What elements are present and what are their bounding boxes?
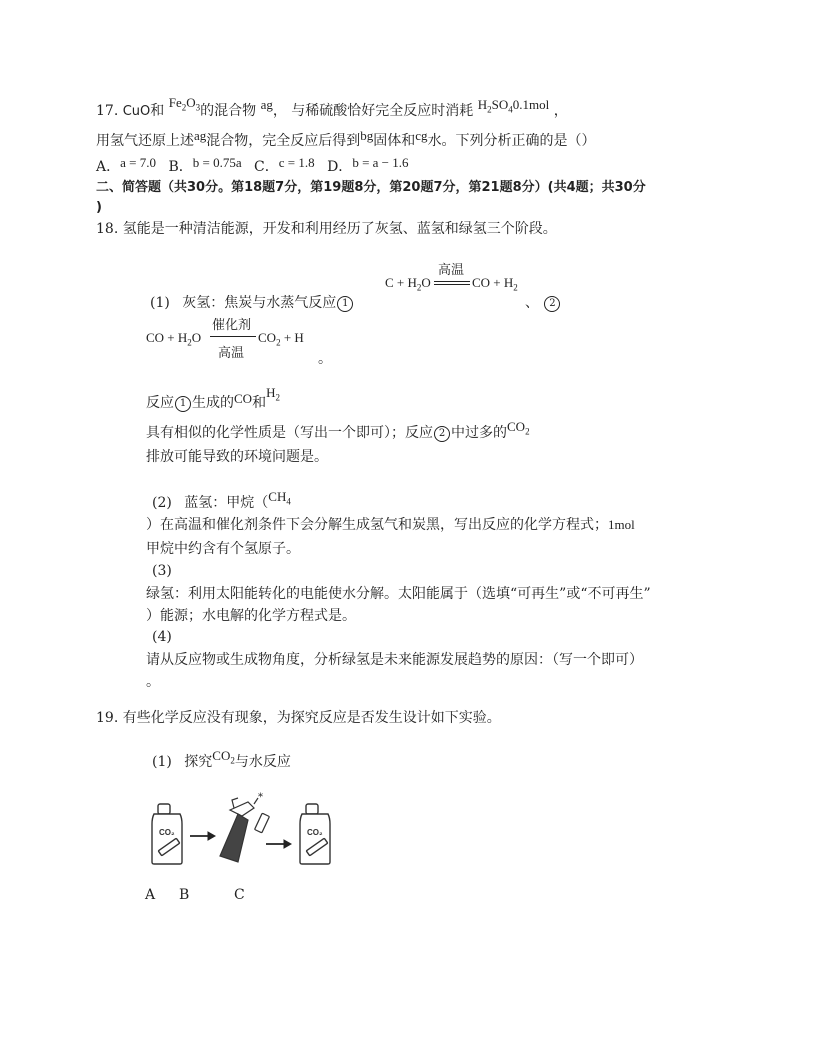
option-a[interactable]: A．a = 7.0 [96,155,156,175]
q18-react-line3: 排放可能导致的环境问题是。 [146,449,328,465]
q18-intro: 18. 氢能是一种清洁能源，开发和利用经历了灰氢、蓝氢和绿氢三个阶段。 [96,221,557,237]
q18-part2-line2: ）在高温和催化剂条件下会分解生成氢气和炭黑，写出反应的化学方程式；1mol [146,517,635,533]
section-heading: 二、简答题（共30分。第18题7分，第19题8分，第20题7分，第21题8分）(共4题；共30分 [96,180,646,195]
q18-part1-line: (1) 灰氢：焦炭与水蒸气反应 1 [150,294,354,312]
q18-part3-label: (3) [152,563,172,579]
jar-c-label: CO₂ [307,828,323,837]
arrow-1 [190,832,215,840]
equation-2-condition-bottom: 高温 [218,345,245,360]
q17-line2: 用氢气还原上述ag混合物，完全反应后得到bg固体和cg水。下列分析正确的是（） [96,128,596,149]
equation-1-left: $C + H_2O$ [385,275,431,293]
q18-react-line1: 反应 1 生成的CO和$H_2$ [146,385,280,411]
option-b[interactable]: B．b = 0.75a [168,155,242,175]
jar-a-label: CO₂ [159,828,175,837]
equation-2-condition-top: 催化剂 [212,317,252,332]
q19-intro: 19. 有些化学反应没有现象，为探究反应是否发生设计如下实验。 [96,710,501,726]
q18-part2-line: (2) 蓝氢：甲烷（$CH_4$ [152,489,291,511]
q17-options [96,155,409,176]
equation-1-arrow [434,281,470,285]
figure-label-c: C [234,887,245,903]
q17-line1: 17. CuO和 $Fe_2O_3$的混合物 ag， 与稀硫酸恰好完全反应时消耗 $H_2SO_40.1mol$ ， [96,95,568,119]
q18-part3-line1: 绿氢：利用太阳能转化的电能使水分解。太阳能属于（选填“可再生”或“不可再生” [146,586,651,602]
equation-2-left: CO + $H_2O$ [146,330,202,348]
experiment-figure [140,790,340,870]
cuo-formula: CuO [122,104,151,119]
figure-label-a: A [145,887,156,903]
equation-2-period: 。 [318,351,332,367]
equation-2-arrow [210,336,256,337]
spray-bottle [220,792,269,862]
h2so4-formula: $H_2SO_40.1mol$ [477,97,550,115]
q18-part4-line2: 。 [146,674,160,690]
section-heading-tail: ) [96,200,102,215]
q18-part4-label: (4) [152,629,172,645]
q18-react-line2: 具有相似的化学性质是（写出一个即可）；反应 2 中过多的$CO_2$ [146,419,530,441]
equation-1-condition: 高温 [438,262,465,277]
equation-2-right: $CO_2 + H$ [258,330,304,348]
figure-label-b: B [179,887,190,903]
fe2o3-formula: $Fe_2O_3$ [168,95,201,113]
arrow-2 [266,840,291,848]
circle-marker-2: 2 [544,296,560,312]
option-d[interactable]: D．b = a − 1.6 [327,155,409,175]
option-c[interactable]: C．c = 1.8 [254,155,315,175]
q18-part4-line1: 请从反应物或生成物角度，分析绿氢是未来能源发展趋势的原因：（写一个即可） [146,652,643,668]
equation-1-right: CO + $H_2$ [472,275,518,293]
q18-part3-line2: ）能源；水电解的化学方程式是。 [146,608,356,624]
q18-part1-sep: 、 2 [525,294,561,312]
q19-part1-line: (1) 探究$CO_2$与水反应 [152,748,291,770]
q18-part2-line3: 甲烷中约含有个氢原子。 [146,541,300,557]
svg-text:*: * [258,792,263,803]
circle-marker-1: 1 [337,296,353,312]
